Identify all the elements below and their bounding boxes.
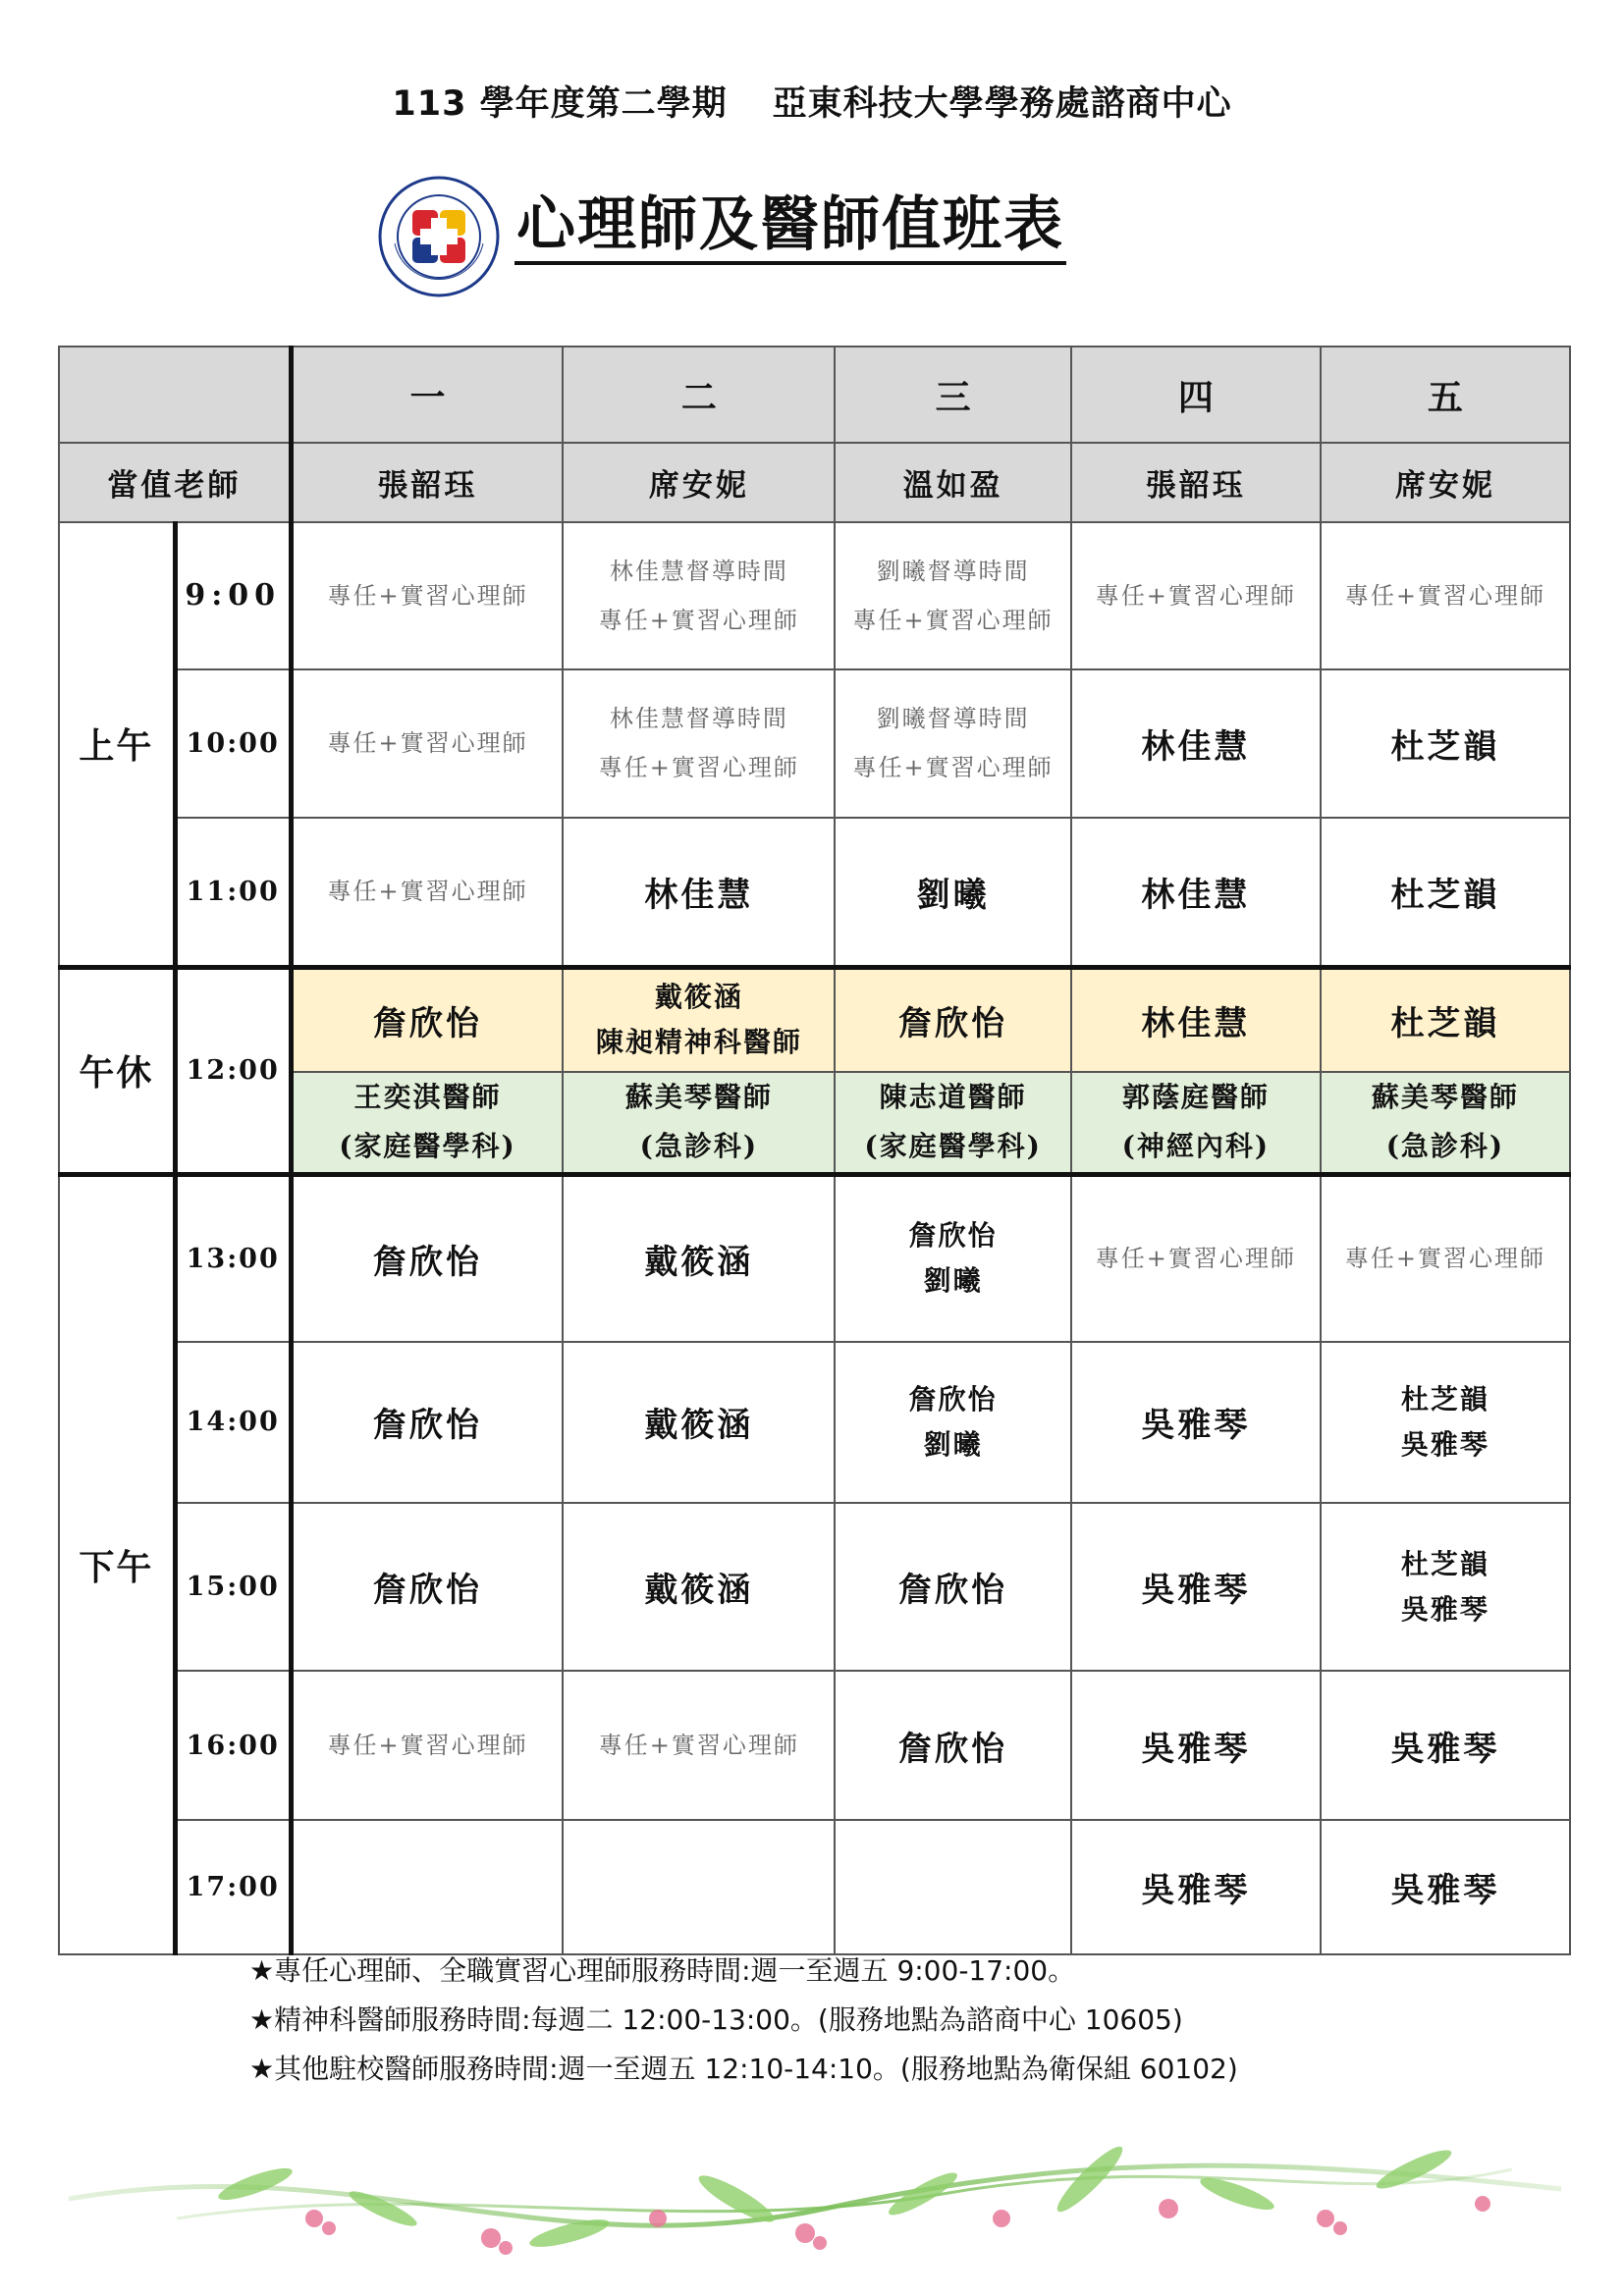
time-cell: 14:00 <box>175 1342 291 1504</box>
doctor-cell: 陳志道醫師 (家庭醫學科) <box>835 1072 1070 1174</box>
duty-teacher: 溫如盈 <box>835 443 1070 521</box>
table-row <box>59 669 1570 818</box>
day-header: 三 <box>835 347 1070 443</box>
schedule-cell: 杜芝韻 吳雅琴 <box>1321 1342 1570 1504</box>
time-cell: 9:00 <box>175 522 291 670</box>
day-header: 五 <box>1321 347 1570 443</box>
time-cell: 11:00 <box>175 818 291 968</box>
schedule-cell: 杜芝韻 <box>1321 669 1570 818</box>
duty-teacher: 席安妮 <box>1321 443 1570 521</box>
schedule-cell: 吳雅琴 <box>1321 1820 1570 1954</box>
doctor-cell: 王奕淇醫師 (家庭醫學科) <box>291 1072 563 1174</box>
schedule-cell <box>291 1820 563 1954</box>
schedule-cell: 劉曦督導時間 專任+實習心理師 <box>835 669 1070 818</box>
schedule-cell: 戴筱涵 <box>563 1342 835 1504</box>
table-row <box>59 1671 1570 1821</box>
schedule-cell: 戴筱涵 <box>563 1174 835 1342</box>
table-row <box>59 1342 1570 1504</box>
period-pm: 下午 <box>59 1174 175 1954</box>
schedule-cell: 專任+實習心理師 <box>1321 1174 1570 1342</box>
page-title: 心理師及醫師值班表 <box>514 188 1066 265</box>
table-row <box>59 1174 1570 1342</box>
table-row <box>59 522 1570 670</box>
schedule-cell: 專任+實習心理師 <box>1071 522 1321 670</box>
noon-counselor-cell: 詹欣怡 <box>291 967 563 1071</box>
schedule-cell: 劉曦 <box>835 818 1070 968</box>
table-row <box>59 1503 1570 1671</box>
university-seal-icon <box>377 175 501 298</box>
time-cell: 17:00 <box>175 1820 291 1954</box>
schedule-cell: 吳雅琴 <box>1071 1342 1321 1504</box>
noon-counselor-cell: 詹欣怡 <box>835 967 1070 1071</box>
schedule-cell: 專任+實習心理師 <box>1321 522 1570 670</box>
floral-vine-icon <box>59 2101 1571 2287</box>
schedule-cell: 詹欣怡 <box>291 1503 563 1671</box>
day-header: 一 <box>291 347 563 443</box>
day-header: 四 <box>1071 347 1321 443</box>
schedule-cell: 林佳慧 <box>563 818 835 968</box>
doctor-cell: 蘇美琴醫師 (急診科) <box>1321 1072 1570 1174</box>
schedule-cell: 劉曦督導時間 專任+實習心理師 <box>835 522 1070 670</box>
schedule-cell: 專任+實習心理師 <box>291 1671 563 1821</box>
doctor-cell: 蘇美琴醫師 (急診科) <box>563 1072 835 1174</box>
schedule-cell: 吳雅琴 <box>1071 1671 1321 1821</box>
schedule-cell: 詹欣怡 <box>835 1671 1070 1821</box>
doctor-cell: 郭蔭庭醫師 (神經內科) <box>1071 1072 1321 1174</box>
duty-teacher: 席安妮 <box>563 443 835 521</box>
duty-teacher-row <box>59 443 1570 521</box>
note-line: ★其他駐校醫師服務時間:週一至週五 12:10-14:10。(服務地點為衛保組 60102) <box>249 2053 1238 2085</box>
schedule-cell: 詹欣怡 <box>291 1174 563 1342</box>
time-cell: 12:00 <box>175 967 291 1174</box>
semester-label: 113 學年度第二學期 <box>392 84 728 124</box>
duty-label: 當值老師 <box>59 443 291 521</box>
day-header: 二 <box>563 347 835 443</box>
org-label: 亞東科技大學學務處諮商中心 <box>772 84 1232 124</box>
schedule-cell <box>563 1820 835 1954</box>
schedule-cell: 吳雅琴 <box>1071 1820 1321 1954</box>
schedule-cell: 林佳慧督導時間 專任+實習心理師 <box>563 522 835 670</box>
noon-counselor-row <box>59 967 1570 1071</box>
schedule-cell: 吳雅琴 <box>1321 1671 1570 1821</box>
time-cell: 13:00 <box>175 1174 291 1342</box>
schedule-cell: 專任+實習心理師 <box>1071 1174 1321 1342</box>
noon-counselor-cell: 杜芝韻 <box>1321 967 1570 1071</box>
period-noon: 午休 <box>59 967 175 1174</box>
note-line: ★精神科醫師服務時間:每週二 12:00-13:00。(服務地點為諮商中心 10605) <box>249 2003 1183 2036</box>
schedule-cell: 戴筱涵 <box>563 1503 835 1671</box>
schedule-cell: 杜芝韻 吳雅琴 <box>1321 1503 1570 1671</box>
period-am: 上午 <box>59 522 175 968</box>
schedule-cell <box>835 1820 1070 1954</box>
corner-cell <box>59 347 291 443</box>
header-line <box>0 77 1624 126</box>
time-cell: 10:00 <box>175 669 291 818</box>
service-notes <box>249 1947 1238 2094</box>
duty-teacher: 張韶珏 <box>291 443 563 521</box>
noon-counselor-cell: 林佳慧 <box>1071 967 1321 1071</box>
schedule-cell: 林佳慧 <box>1071 669 1321 818</box>
schedule-cell: 詹欣怡 <box>835 1503 1070 1671</box>
noon-counselor-cell: 戴筱涵 陳昶精神科醫師 <box>563 967 835 1071</box>
note-line: ★專任心理師、全職實習心理師服務時間:週一至週五 9:00-17:00。 <box>249 1954 1076 1987</box>
table-row <box>59 818 1570 968</box>
schedule-cell: 專任+實習心理師 <box>563 1671 835 1821</box>
schedule-cell: 詹欣怡 <box>291 1342 563 1504</box>
time-cell: 15:00 <box>175 1503 291 1671</box>
duty-schedule-table <box>58 346 1571 1955</box>
day-header-row <box>59 347 1570 443</box>
schedule-cell: 杜芝韻 <box>1321 818 1570 968</box>
schedule-cell: 專任+實習心理師 <box>291 818 563 968</box>
time-cell: 16:00 <box>175 1671 291 1821</box>
duty-teacher: 張韶珏 <box>1071 443 1321 521</box>
schedule-cell: 專任+實習心理師 <box>291 669 563 818</box>
schedule-cell: 吳雅琴 <box>1071 1503 1321 1671</box>
schedule-cell: 詹欣怡 劉曦 <box>835 1174 1070 1342</box>
schedule-cell: 林佳慧 <box>1071 818 1321 968</box>
schedule-cell: 詹欣怡 劉曦 <box>835 1342 1070 1504</box>
schedule-cell: 專任+實習心理師 <box>291 522 563 670</box>
schedule-cell: 林佳慧督導時間 專任+實習心理師 <box>563 669 835 818</box>
table-row <box>59 1820 1570 1954</box>
